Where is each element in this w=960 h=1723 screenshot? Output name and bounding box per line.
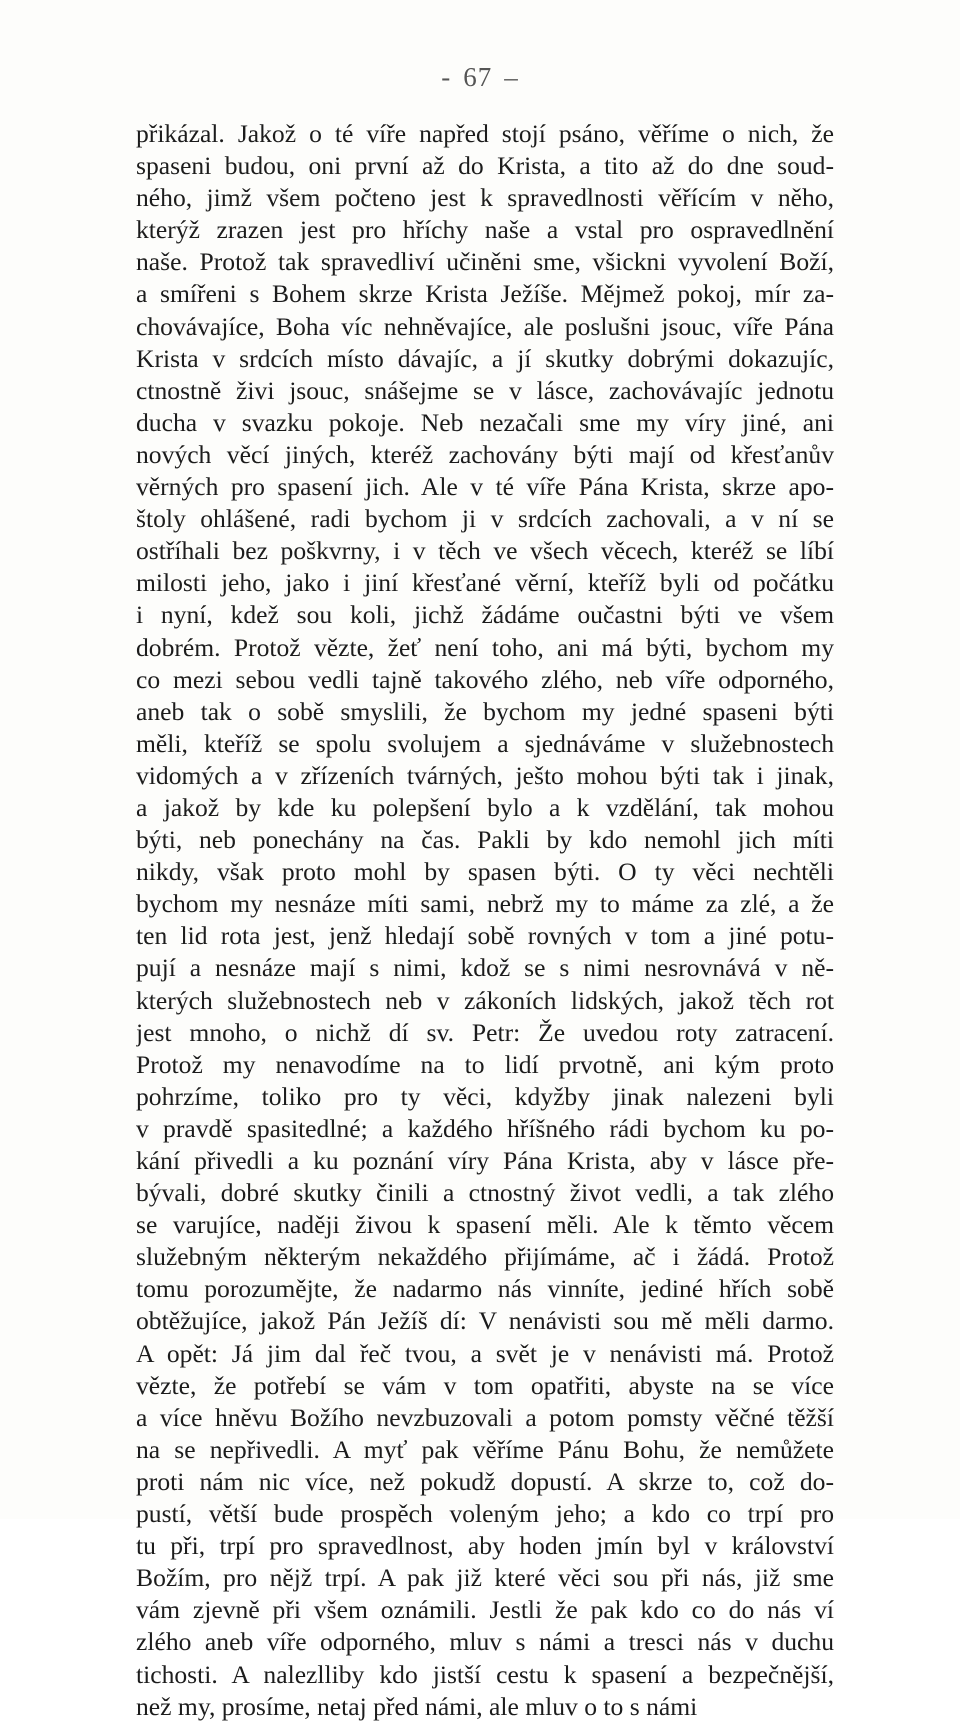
text-line: A opět: Já jim dal řeč tvou, a svět je v nenávisti má. Protož: [136, 1338, 834, 1368]
text-line: milosti jeho, jako i jiní křesťané věrní, kteříž byli od počátku: [136, 568, 834, 598]
text-line: ten lid rota jest, jenž hledají sobě rovných v tom a jiné potu-: [136, 921, 834, 951]
text-line: Krista v srdcích místo dávajíc, a jí skutky dobrými dokazujíc,: [136, 343, 834, 373]
text-line: na se nepřivedli. A myť pak věříme Pánu Bohu, že nemůžete: [136, 1434, 834, 1464]
text-line: tu při, trpí pro spravedlnost, aby hoden jmín byl v království: [136, 1531, 834, 1561]
text-line: přikázal. Jakož o té víře napřed stojí psáno, věříme o nich, že: [136, 119, 834, 148]
text-line: tomu porozumějte, že nadarmo nás vinníte, jediné hřích sobě: [136, 1274, 834, 1304]
text-line: a smířeni s Bohem skrze Krista Ježíše. Mějmež pokoj, mír za-: [136, 279, 834, 309]
text-line: a více hněvu Božího nevzbuzovali a potom pomsty věčné těžší: [136, 1402, 834, 1432]
text-line: Protož my nenavodíme na to lidí prvotně, ani kým proto: [136, 1049, 834, 1079]
text-line: ostříhali bez poškvrny, i v těch ve všech věcech, kteréž se líbí: [136, 536, 834, 566]
text-line: jest mnoho, o nichž dí sv. Petr: Že uvedou roty zatracení.: [136, 1017, 834, 1047]
text-line: chovávajíce, Boha víc nehněvajíce, ale poslušni jsouc, víře Pána: [136, 311, 834, 341]
text-line: se varujíce, naději živou k spasení měli. Ale k těmto věcem: [136, 1210, 834, 1240]
text-line: nikdy, však proto mohl by spasen býti. O ty věci nechtěli: [136, 857, 834, 887]
page-number-dash-left: -: [441, 62, 452, 92]
text-line: pohrzíme, toliko pro ty věci, kdyžby jinak nalezeni byli: [136, 1081, 834, 1111]
text-line: pustí, větší bude prospěch voleným jeho; a kdo co trpí pro: [136, 1499, 834, 1529]
text-line: pují a nesnáze mají s nimi, kdož se s nimi nesrovnává v ně-: [136, 953, 834, 983]
text-line: a jakož by kde ku polepšení bylo a k vzdělání, tak mohou: [136, 792, 834, 822]
text-line: i nyní, kdež sou koli, jichž žádáme oučastni býti ve všem: [136, 600, 834, 630]
text-line: zlého aneb víře odporného, mluv s námi a tresci nás v duchu: [136, 1627, 834, 1657]
text-line: spaseni budou, oni první až do Krista, a tito až do dne soud-: [136, 151, 834, 181]
text-line: býti, neb ponechány na čas. Pakli by kdo nemohl jich míti: [136, 825, 834, 855]
text-line: obtěžujíce, jakož Pán Ježíš dí: V nenávisti sou mě měli darmo.: [136, 1306, 834, 1336]
text-line: vězte, že potřebí se vám v tom opatřiti, abyste na se více: [136, 1370, 834, 1400]
text-line: dobrém. Protož vězte, žeť není toho, ani má býti, bychom my: [136, 632, 834, 662]
text-line: bychom my nesnáze míti sami, nebrž my to máme za zlé, a že: [136, 889, 834, 919]
text-line: co mezi sebou vedli tajně takového zlého, neb víře odporného,: [136, 664, 834, 694]
text-line: vidomých a v zřízeních tvárných, ješto mohou býti tak i jinak,: [136, 760, 834, 790]
text-line: naše. Protož tak spravedliví učiněni sme, všickni vyvolení Boží,: [136, 247, 834, 277]
page-number-value: 67: [463, 62, 493, 92]
text-line: štoly ohlášené, radi bychom ji v srdcích zachovali, a v ní se: [136, 504, 834, 534]
text-line: než my, prosíme, netaj před námi, ale mluv o to s námi: [136, 1691, 698, 1721]
text-line: měli, kteříž se spolu svolujem a sjednáváme v služebnostech: [136, 728, 834, 758]
text-line: vám zjevně při všem oznámili. Jestli že pak kdo co do nás ví: [136, 1595, 834, 1625]
text-line: ducha v svazku pokoje. Neb nezačali sme my víry jiné, ani: [136, 407, 834, 437]
text-line: věrných pro spasení jich. Ale v té víře Pána Krista, skrze apo-: [136, 472, 834, 502]
text-line: tichosti. A nalezlliby kdo jistší cestu k spasení a bezpečnější,: [136, 1659, 834, 1689]
text-line: aneb tak o sobě smyslili, že bychom my jedné spaseni býti: [136, 696, 834, 726]
text-line: Božím, pro nějž trpí. A pak již které věci sou při nás, již sme: [136, 1563, 834, 1593]
page-number: [0, 62, 960, 93]
body-text: [136, 118, 834, 1723]
text-line: nových věcí jiných, kteréž zachovány býti mají od křesťanův: [136, 439, 834, 469]
text-line: kterých služebnostech neb v zákoních lidských, jakož těch rot: [136, 985, 834, 1015]
page-number-dash-right: –: [504, 62, 519, 92]
text-line: ného, jimž všem počteno jest k spravedlnosti věřícím v něho,: [136, 183, 834, 213]
text-line: bývali, dobré skutky činili a ctnostný život vedli, a tak zlého: [136, 1178, 834, 1208]
text-line: kání přivedli a ku poznání víry Pána Krista, aby v lásce pře-: [136, 1146, 834, 1175]
text-line: služebným některým nekaždého přijímáme, ač i žádá. Protož: [136, 1242, 834, 1272]
text-line: ctnostně živi jsouc, snášejme se v lásce, zachovávajíc jednotu: [136, 375, 834, 405]
text-line: proti nám nic více, než pokudž dopustí. A skrze to, což do-: [136, 1466, 834, 1496]
text-line: v pravdě spasitedlné; a každého hříšného rádi bychom ku po-: [136, 1113, 834, 1143]
text-line: kterýž zrazen jest pro hříchy naše a vstal pro ospravedlnění: [136, 215, 834, 245]
